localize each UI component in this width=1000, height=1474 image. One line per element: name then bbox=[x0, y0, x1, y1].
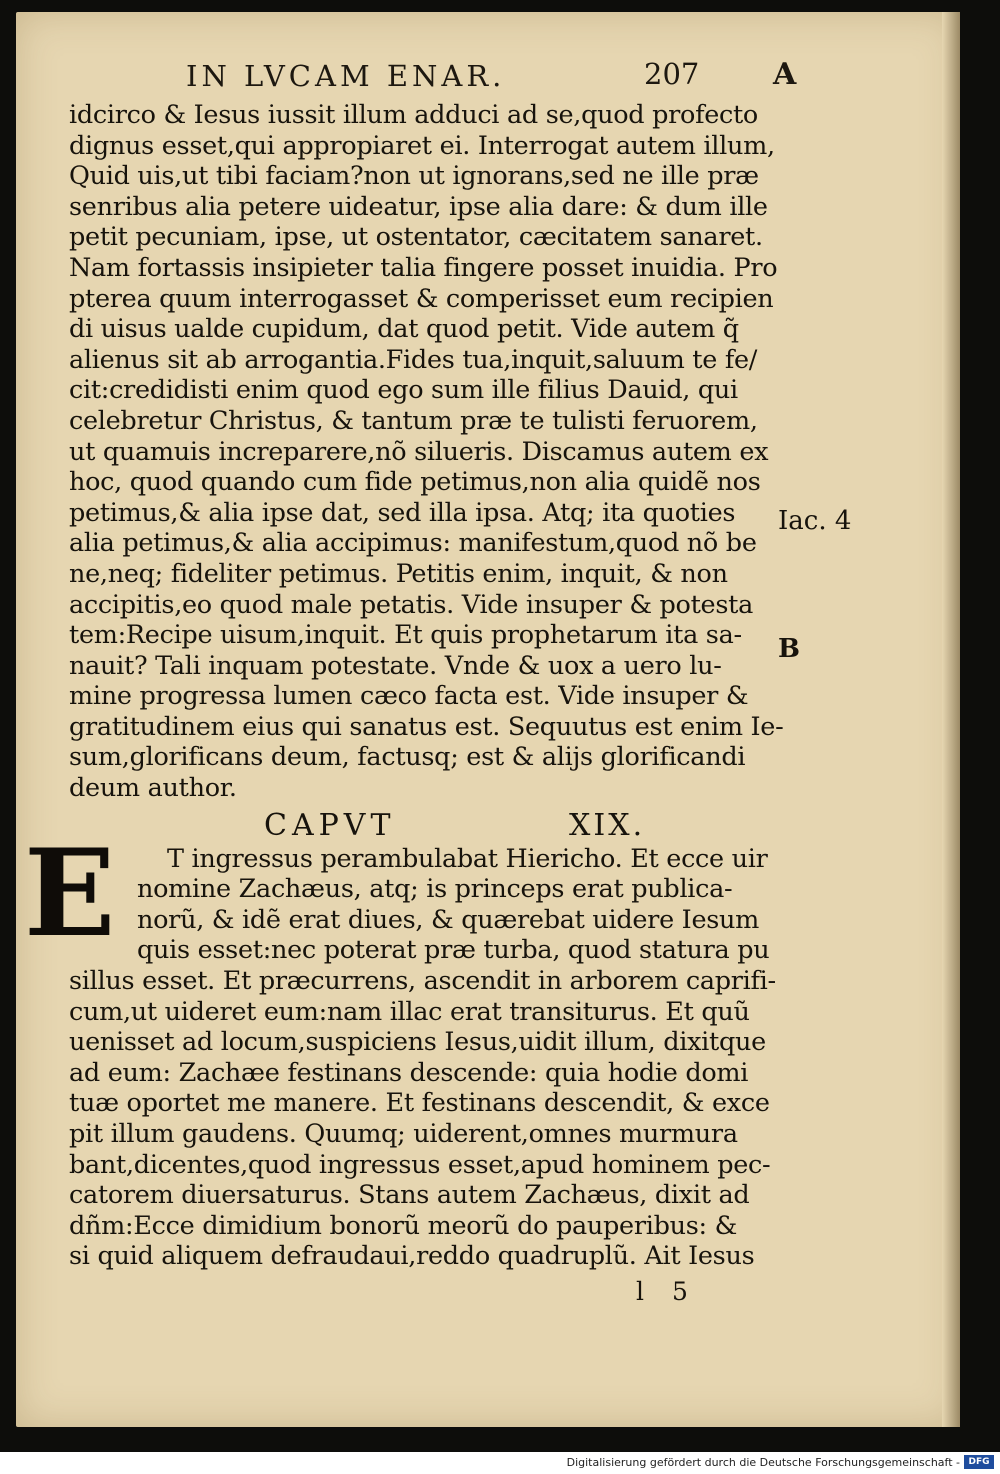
book-page bbox=[16, 12, 960, 1427]
text-line: alienus sit ab arrogantia.Fides tua,inquit,saluum te fe/ bbox=[69, 344, 758, 375]
text-line: dignus esset,qui appropiaret ei. Interrogat autem illum, bbox=[69, 130, 775, 161]
text-line: accipitis,eo quod male petatis. Vide insuper & potesta bbox=[69, 589, 753, 620]
text-line: dñm:Ecce dimidium bonorũ meorũ do pauperibus: & bbox=[69, 1210, 738, 1241]
digitization-footer bbox=[0, 1452, 1000, 1474]
page-gutter bbox=[942, 12, 960, 1427]
text-line: sum,glorificans deum, factusq; est & alijs glorificandi bbox=[69, 742, 746, 773]
text-line: ut quamuis increparere,nõ silueris. Discamus autem ex bbox=[69, 436, 769, 467]
page-number: 207 bbox=[644, 57, 700, 91]
text-line: cit:credidisti enim quod ego sum ille filius Dauid, qui bbox=[69, 375, 738, 406]
footer-credit: Digitalisierung gefördert durch die Deutsche Forschungsgemeinschaft - bbox=[566, 1456, 960, 1469]
text-line: senribus alia petere uideatur, ipse alia dare: & dum ille bbox=[69, 191, 768, 222]
drop-cap-letter: E bbox=[24, 823, 116, 964]
margin-note-section-letter: B bbox=[778, 634, 800, 664]
text-line: ne,neq; fideliter petimus. Petitis enim, inquit, & non bbox=[69, 558, 728, 589]
text-line: Nam fortassis insipieter talia fingere posset inuidia. Pro bbox=[69, 252, 778, 283]
paragraph-2 bbox=[69, 844, 789, 1272]
text-line: uenisset ad locum,suspiciens Iesus,uidit illum, dixitque bbox=[69, 1027, 766, 1058]
running-head: IN LVCAM ENAR. bbox=[186, 59, 506, 93]
chapter-heading-row bbox=[69, 804, 789, 844]
text-line: tuæ oportet me manere. Et festinans descendit, & exce bbox=[69, 1088, 770, 1119]
text-line: catorem diuersaturus. Stans autem Zachæus, dixit ad bbox=[69, 1180, 750, 1211]
text-line: di uisus ualde cupidum, dat quod petit. Vide autem q̃ bbox=[69, 314, 739, 345]
text-line: quis esset:nec poterat præ turba, quod statura pu bbox=[137, 935, 770, 966]
signature-mark: A bbox=[773, 57, 797, 92]
body-text bbox=[69, 100, 789, 1272]
text-line: si quid aliquem defraudaui,reddo quadruplũ. Ait Iesus bbox=[69, 1241, 755, 1272]
text-line: bant,dicentes,quod ingressus esset,apud hominem pec- bbox=[69, 1149, 771, 1180]
text-line: celebretur Christus, & tantum præ te tulisti feruorem, bbox=[69, 405, 758, 436]
chapter-number: XIX. bbox=[569, 807, 646, 843]
text-line: idcirco & Iesus iussit illum adduci ad se,quod profecto bbox=[69, 100, 758, 130]
text-line: nauit? Tali inquam potestate. Vnde & uox a uero lu- bbox=[69, 650, 722, 681]
text-line: sillus esset. Et præcurrens, ascendit in arborem caprifi- bbox=[69, 966, 776, 997]
text-line: T ingressus perambulabat Hiericho. Et ecce uir bbox=[167, 843, 768, 874]
text-line: petit pecuniam, ipse, ut ostentator, cæcitatem sanaret. bbox=[69, 222, 763, 253]
chapter-heading bbox=[69, 804, 789, 844]
paragraph-1 bbox=[69, 100, 789, 804]
text-line: cum,ut uideret eum:nam illac erat transiturus. Et quũ bbox=[69, 996, 750, 1027]
text-line: alia petimus,& alia accipimus: manifestum,quod nõ be bbox=[69, 528, 757, 559]
margin-note-reference: Iac. 4 bbox=[778, 506, 852, 536]
chapter-title: CAPVT bbox=[264, 807, 396, 843]
text-line: petimus,& alia ipse dat, sed illa ipsa. Atq; ita quoties bbox=[69, 497, 736, 528]
text-line: tem:Recipe uisum,inquit. Et quis prophetarum ita sa- bbox=[69, 620, 742, 651]
text-line: Quid uis,ut tibi faciam?non ut ignorans,sed ne ille præ bbox=[69, 161, 759, 192]
text-line: deum author. bbox=[69, 773, 237, 804]
text-line: hoc, quod quando cum fide petimus,non alia quidẽ nos bbox=[69, 467, 761, 498]
text-line: mine progressa lumen cæco facta est. Vide insuper & bbox=[69, 681, 749, 712]
dfg-logo: DFG bbox=[964, 1455, 994, 1469]
text-line: ad eum: Zachæe festinans descende: quia hodie domi bbox=[69, 1057, 749, 1088]
text-line: nomine Zachæus, atq; is princeps erat publica- bbox=[137, 874, 733, 905]
text-line: gratitudinem eius qui sanatus est. Sequutus est enim Ie- bbox=[69, 711, 784, 742]
text-line: norũ, & idẽ erat diues, & quærebat uidere Iesum bbox=[137, 904, 760, 935]
text-line: pterea quum interrogasset & comperisset eum recipien bbox=[69, 283, 774, 314]
page-header bbox=[16, 57, 960, 97]
catchword: l 5 bbox=[636, 1277, 698, 1306]
text-line: pit illum gaudens. Quumq; uiderent,omnes murmura bbox=[69, 1119, 738, 1149]
